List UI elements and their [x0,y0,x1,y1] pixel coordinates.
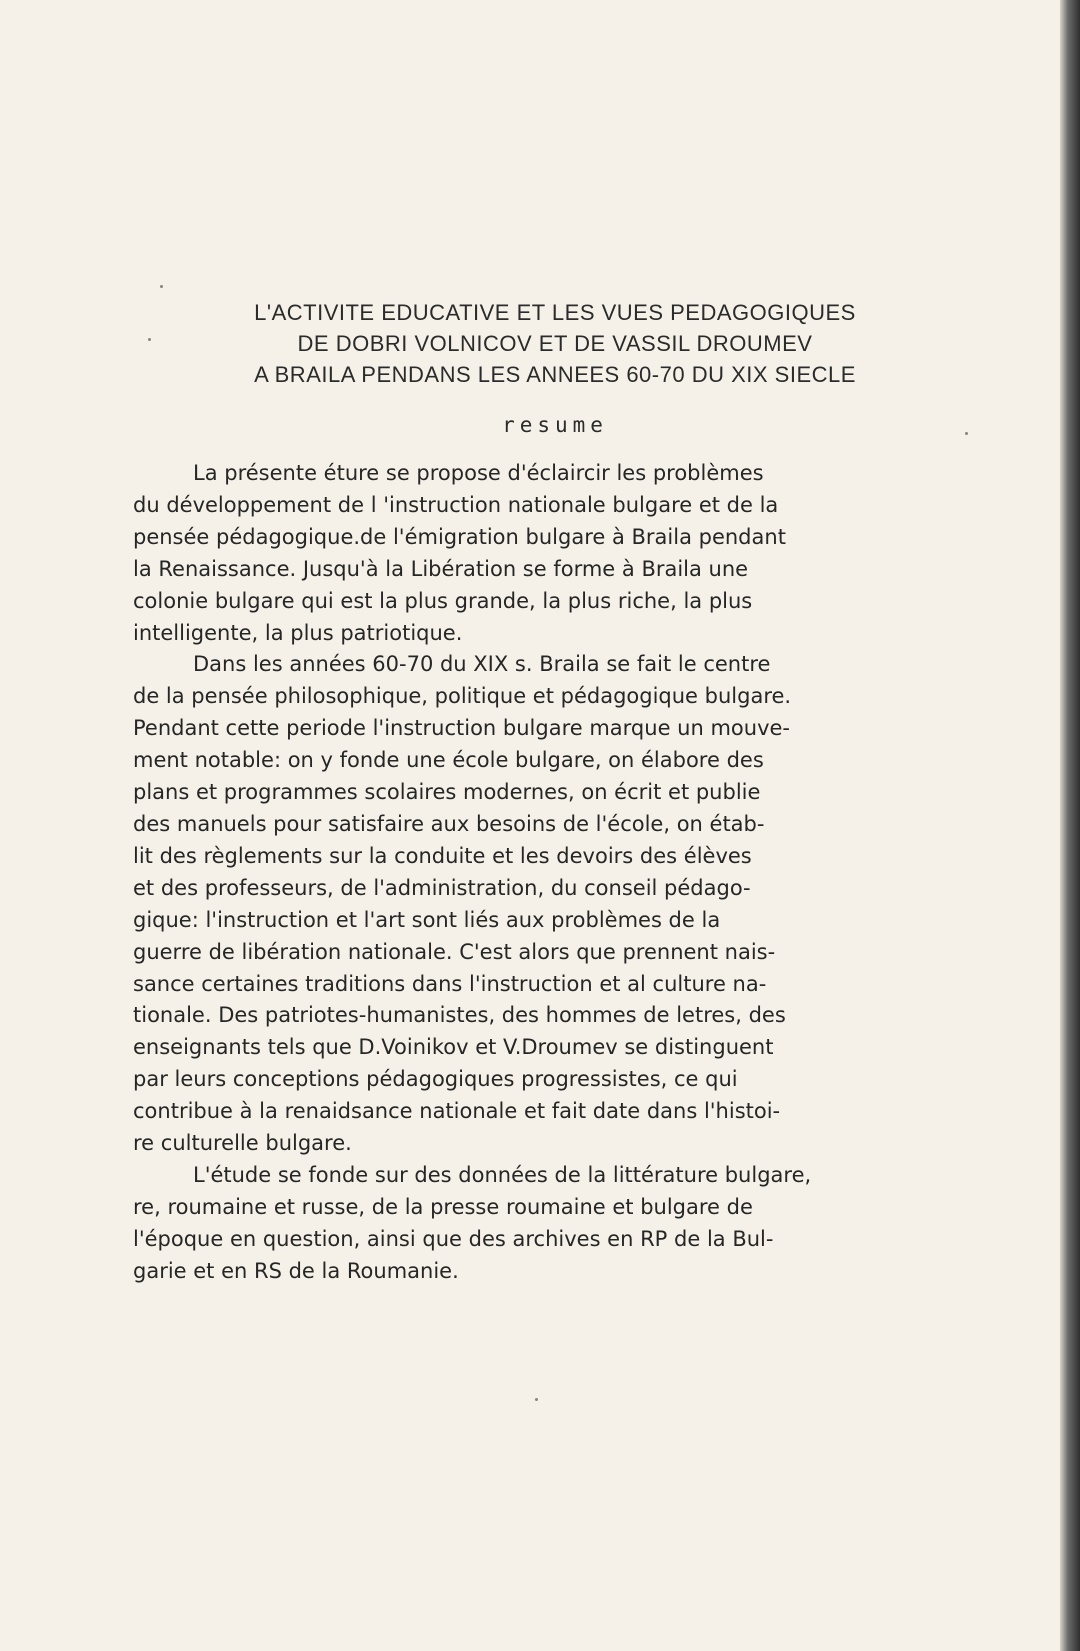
text-line: contribue à la renaidsance nationale et fait date dans l'histoi- [133,1099,781,1124]
text-line: la Renaissance. Jusqu'à la Libération se forme à Braila une [133,556,749,581]
text-line: pensée pédagogique.de l'émigration bulgare à Braila pendant [133,524,786,549]
text-line: garie et en RS de la Roumanie. [133,1258,459,1283]
text-line: intelligente, la plus patriotique. [133,620,463,645]
text-line: plans et programmes scolaires modernes, on écrit et publie [133,780,761,805]
paper-speck [535,1398,538,1401]
text-line: ment notable: on y fonde une école bulgare, on élabore des [133,748,764,773]
text-line: enseignants tels que D.Voinikov et V.Droumev se distinguent [133,1035,774,1060]
text-line: l'époque en question, ainsi que des archives en RP de la Bul- [133,1226,774,1251]
text-line: des manuels pour satisfaire aux besoins de l'école, on étab- [133,811,765,836]
text-line: lit des règlements sur la conduite et les devoirs des élèves [133,843,752,868]
text-line: Dans les années 60-70 du XIX s. Braila se fait le centre [193,652,771,677]
text-line: tionale. Des patriotes-humanistes, des hommes de letres, des [133,1003,786,1028]
paper-speck [160,285,163,288]
resume-heading: resume [502,413,608,437]
text-line: colonie bulgare qui est la plus grande, la plus riche, la plus [133,588,753,613]
text-line: gique: l'instruction et l'art sont liés aux problèmes de la [133,907,721,932]
paper-speck [965,432,968,435]
abstract-body [133,458,993,1288]
text-line: L'étude se fonde sur des données de la littérature bulgare, [193,1162,812,1187]
title-line-2: DE DOBRI VOLNICOV ET DE VASSIL DROUMEV [297,331,813,356]
title-line-3: A BRAILA PENDANS LES ANNEES 60-70 DU XIX SIECLE [254,362,856,387]
text-line: re, roumaine et russe, de la presse roumaine et bulgare de [133,1194,753,1219]
text-line: guerre de libération nationale. C'est alors que prennent nais- [133,939,776,964]
text-line: La présente éture se propose d'éclaircir les problèmes [193,461,764,485]
text-line: du développement de l 'instruction nationale bulgare et de la [133,492,779,517]
text-line: de la pensée philosophique, politique et pédagogique bulgare. [133,684,792,709]
text-line: et des professeurs, de l'administration, du conseil pédago- [133,875,751,900]
page-edge-shadow [1060,0,1080,1651]
text-line: Pendant cette periode l'instruction bulgare marque un mouve- [133,716,790,741]
paper-speck [148,338,151,341]
text-line: par leurs conceptions pédagogiques progressistes, ce qui [133,1067,738,1092]
text-line: sance certaines traditions dans l'instruction et al culture na- [133,971,767,996]
title-line-1: L'ACTIVITE EDUCATIVE ET LES VUES PEDAGOGIQUES [254,300,856,325]
document-title [130,297,980,390]
text-line: re culturelle bulgare. [133,1131,352,1156]
